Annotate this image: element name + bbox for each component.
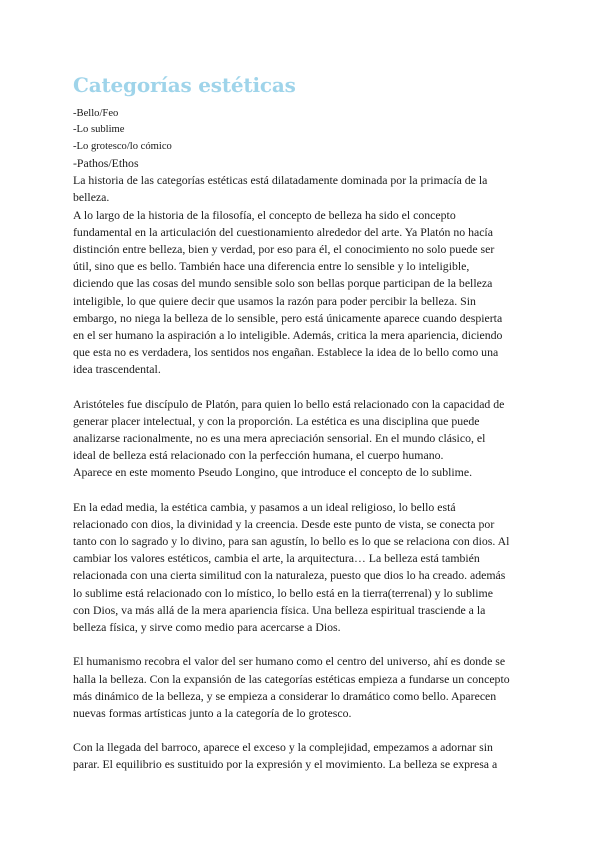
text-line: relacionado con dios, la divinidad y la creencia. Desde este punto de vista, se conecta por [73, 516, 495, 531]
paragraph-middle-ages [73, 499, 525, 637]
paragraph-baroque [73, 739, 525, 773]
text-line: La historia de las categorías estéticas está dilatadamente dominada por la primacía de la [73, 173, 488, 188]
text-line: parar. El equilibrio es sustituido por la expresión y el movimiento. La belleza se expresa a [73, 757, 498, 772]
list-item: -Pathos/Ethos [73, 156, 139, 171]
text-line: en el ser humano la aspiración a lo inteligible. Además, critica la mera apariencia, diciendo [73, 328, 503, 343]
text-line: que esta no es verdadera, los sentidos nos engañan. Establece la idea de lo bello como una [73, 345, 499, 360]
paragraph-gap [73, 722, 525, 739]
text-line: Con la llegada del barroco, aparece el exceso y la complejidad, empezamos a adornar sin [73, 740, 493, 755]
category-list [73, 106, 525, 172]
text-line: útil, sino que es bello. También hace una diferencia entre lo sensible y lo inteligible, [73, 259, 470, 274]
text-line: relacionada con una cierta similitud con la naturaleza, puesto que dios lo ha creado. además [73, 568, 506, 583]
text-line: idea trascendental. [73, 362, 161, 377]
text-line: En la edad media, la estética cambia, y pasamos a un ideal religioso, lo bello está [73, 499, 456, 514]
paragraph-gap [73, 482, 525, 499]
paragraph-aristotle [73, 396, 525, 482]
list-item: -Lo grotesco/lo cómico [73, 140, 172, 152]
document-title: Categorías estéticas [73, 73, 296, 97]
list-item: -Lo sublime [73, 124, 125, 136]
text-line: diciendo que las cosas del mundo sensible solo son bellas porque participan de la belleza [73, 276, 493, 291]
text-line: distinción entre belleza, bien y verdad, por eso para él, el conocimiento no solo puede ser [73, 242, 495, 257]
text-line: lo sublime está relacionado con lo místico, lo bello está en la tierra(terrenal) y lo sublime [73, 585, 493, 600]
text-line: El humanismo recobra el valor del ser humano como el centro del universo, ahí es donde se [73, 654, 506, 669]
paragraph-humanism [73, 653, 525, 722]
text-line: inteligible, lo que quiere decir que usamos la razón para poder percibir la belleza. Sin [73, 293, 476, 308]
text-line: Aparece en este momento Pseudo Longino, que introduce el concepto de lo sublime. [73, 465, 473, 480]
text-line: analizarse racionalmente, no es una mera apreciación sensorial. En el mundo clásico, el [73, 431, 486, 446]
paragraph-gap [73, 636, 525, 653]
text-line: más dinámico de la belleza, y se empieza a considerar lo dramático como bello. Aparecen [73, 688, 497, 703]
text-line: embargo, no niega la belleza de lo sensible, pero está únicamente aparece cuando despierta [73, 310, 503, 325]
text-line: belleza. [73, 190, 110, 205]
text-line: halla la belleza. Con la expansión de las categorías estéticas empieza a fundarse un concepto [73, 671, 510, 686]
paragraph-gap [73, 379, 525, 396]
list-item: -Bello/Feo [73, 108, 119, 119]
text-line: A lo largo de la historia de la filosofía, el concepto de belleza ha sido el concepto [73, 207, 456, 222]
text-line: generar placer intelectual, y con la proporción. La estética es una disciplina que puede [73, 413, 480, 428]
text-line: Aristóteles fue discípulo de Platón, para quien lo bello está relacionado con la capacidad de [73, 396, 505, 411]
document-page [73, 70, 525, 774]
text-line: con Dios, va más allá de la mera apariencia física. Una belleza espiritual trasciende a la [73, 602, 486, 617]
text-line: ideal de belleza está relacionado con la perfección humana, el cuerpo humano. [73, 448, 444, 463]
text-line: tanto con lo sagrado y lo divino, para san agustín, lo bello es lo que se relaciona con dios. Al [73, 534, 510, 549]
text-line: belleza física, y sirve como medio para acercarse a Dios. [73, 620, 341, 635]
text-line: fundamental en la articulación del cuestionamiento alrededor del arte. Ya Platón no hacía [73, 224, 493, 239]
text-line: nuevas formas artísticas junto a la categoría de lo grotesco. [73, 705, 352, 720]
paragraph-plato [73, 172, 525, 378]
text-line: cambiar los valores estéticos, cambia el arte, la arquitectura… La belleza está también [73, 551, 480, 566]
